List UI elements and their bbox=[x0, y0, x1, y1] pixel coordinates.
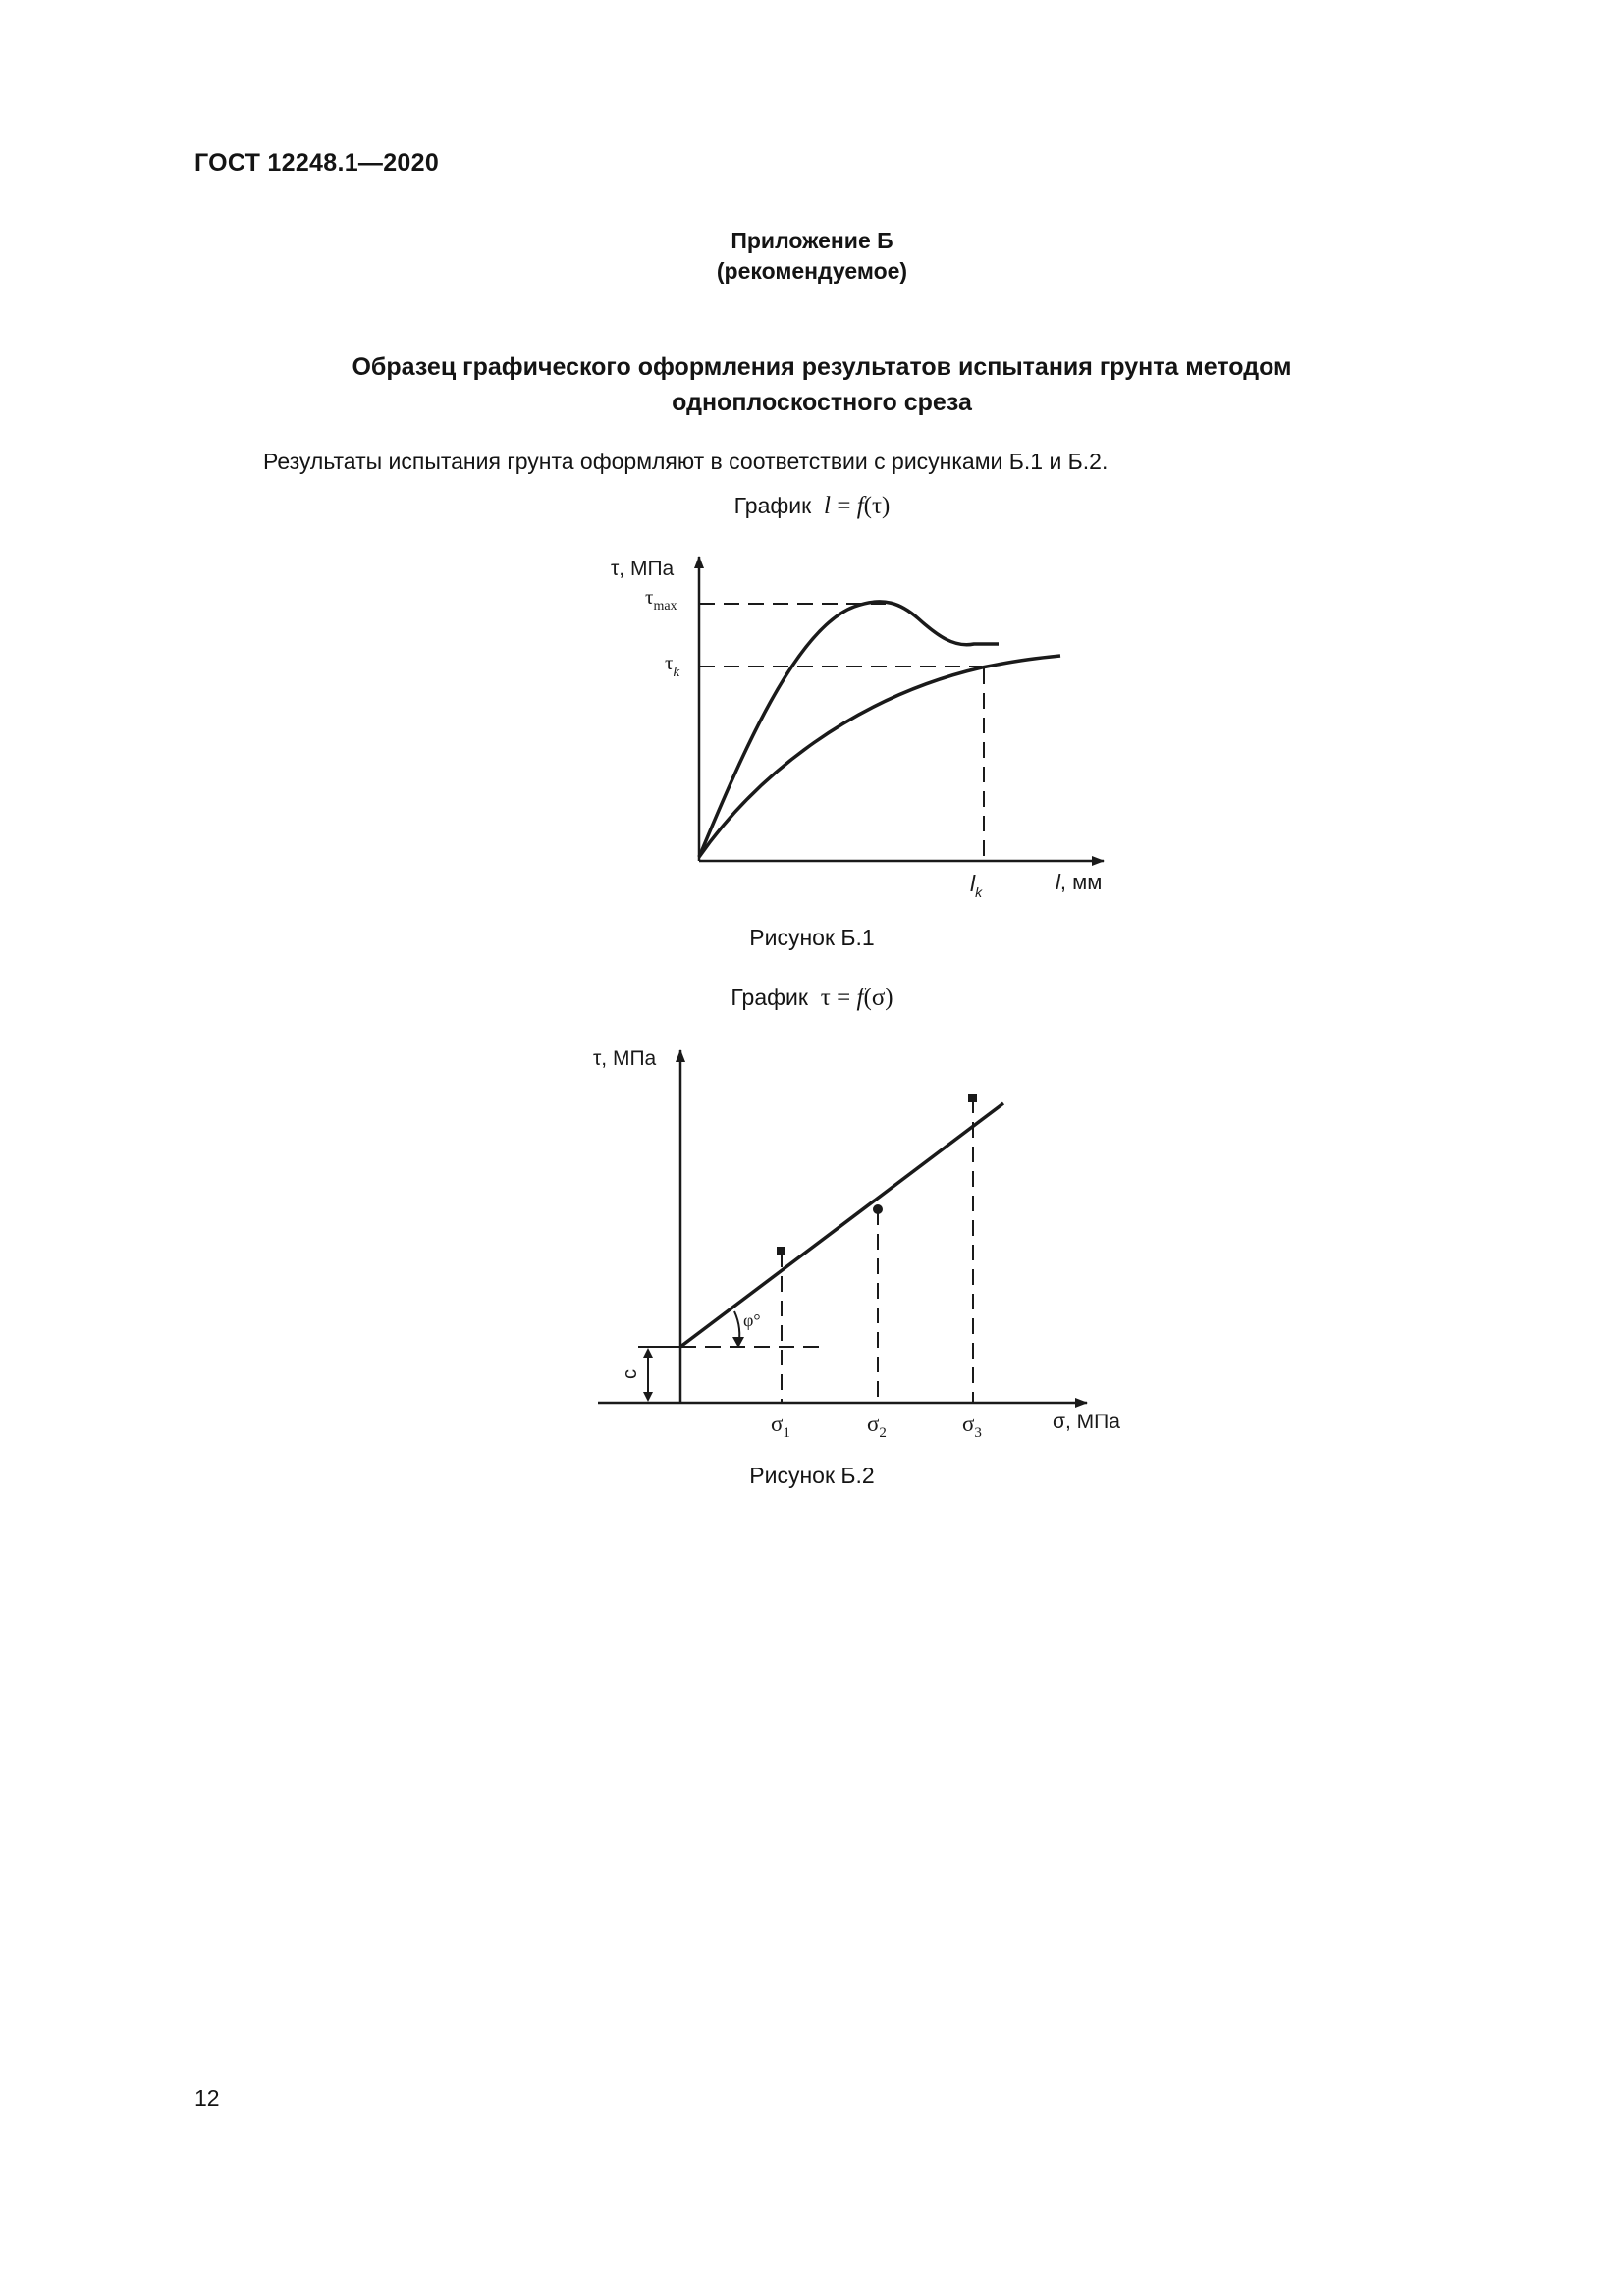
figure2-graph-word: График bbox=[731, 985, 808, 1010]
document-code-header: ГОСТ 12248.1—2020 bbox=[194, 149, 440, 177]
figure2-formula-lhs: τ bbox=[820, 985, 831, 1011]
figure2-c-arrow-down bbox=[643, 1392, 653, 1402]
figure1-x-axis-label: l, мм bbox=[1056, 870, 1103, 894]
figure2-angle-label: φ° bbox=[743, 1310, 761, 1330]
figure2-sigma2-label: $\sigma_2$ bbox=[867, 1412, 887, 1441]
figure2-intercept-label: c bbox=[620, 1369, 641, 1379]
figure1-tau-max-label: $\tau_{max}$ bbox=[645, 585, 677, 614]
figure2-title: График τ = f(σ) bbox=[731, 985, 893, 1011]
figure2-shear-line bbox=[680, 1103, 1003, 1347]
appendix-title: Приложение Б bbox=[731, 228, 893, 253]
figure1-tau-k-label: $\tau_k$ bbox=[665, 651, 680, 680]
figure2-c-arrow-up bbox=[643, 1348, 653, 1358]
figure2-formula-fn: f bbox=[856, 985, 864, 1011]
figure1-formula-fn: f bbox=[856, 493, 864, 519]
figure2-sigma1-label: $\sigma_1$ bbox=[771, 1412, 790, 1441]
figure1-l-k-label: $l_k$ bbox=[970, 871, 983, 900]
figure2-y-axis-label: τ, МПа bbox=[593, 1047, 657, 1070]
appendix-subtitle: (рекомендуемое) bbox=[716, 258, 908, 284]
section-title: Образец графического оформления результатов испытания грунта методом одноплоскостного среза bbox=[352, 353, 1292, 416]
figure2-point-3 bbox=[968, 1094, 977, 1102]
figure1-graph-word: График bbox=[733, 493, 812, 518]
figure2-x-axis-label: σ, МПа bbox=[1053, 1411, 1120, 1433]
figure1-formula-arg: τ bbox=[871, 493, 883, 519]
figure2-point-2 bbox=[873, 1204, 883, 1214]
figure2-formula-arg: σ bbox=[871, 985, 886, 1011]
figure2-caption: Рисунок Б.2 bbox=[749, 1463, 875, 1488]
figure1-title: График l = f(τ) bbox=[733, 493, 891, 519]
figure2-point-1 bbox=[777, 1247, 785, 1255]
figure2-sigma3-label: $\sigma_3$ bbox=[962, 1412, 982, 1441]
figure1-caption: Рисунок Б.1 bbox=[749, 925, 875, 950]
figure1-formula-lhs: l bbox=[824, 493, 831, 519]
page-number: 12 bbox=[194, 2085, 220, 2110]
figure1-y-axis-label: τ, МПа bbox=[611, 558, 675, 580]
intro-paragraph: Результаты испытания грунта оформляют в соответствии с рисунками Б.1 и Б.2. bbox=[263, 449, 1109, 474]
